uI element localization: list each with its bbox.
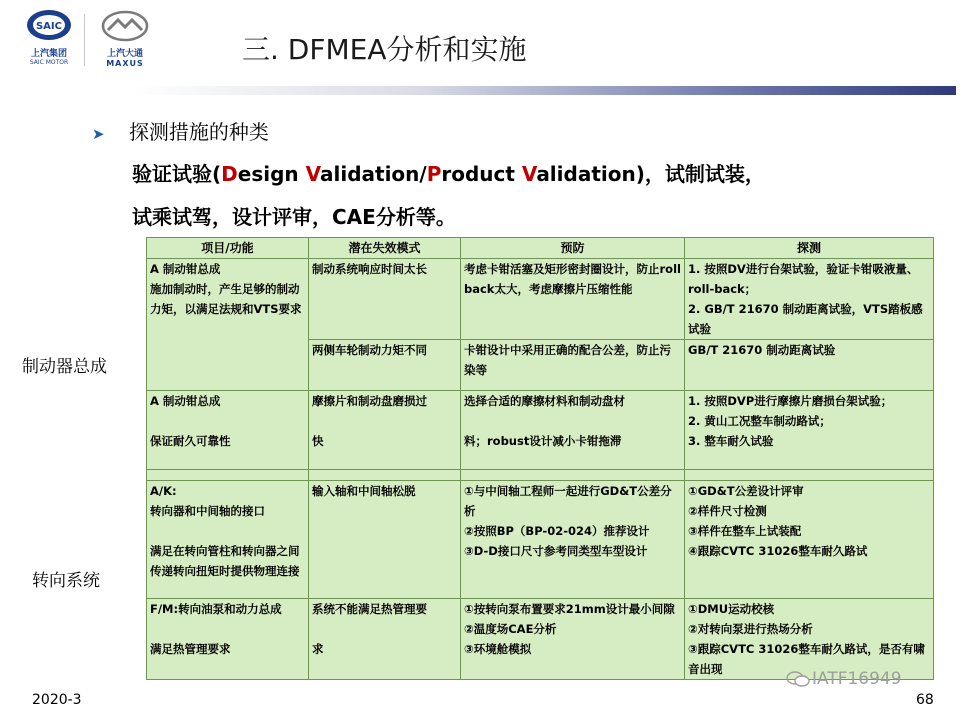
cell-r1-item: A 制动钳总成 施加制动时，产生足够的制动力矩，以满足法规和VTS要求 [147, 259, 309, 391]
cell-r2-detect: GB/T 21670 制动距离试验 [685, 340, 934, 391]
line2-roduct: roduct [441, 162, 522, 186]
table-row [147, 599, 934, 680]
side-label-brake: 制动器总成 [22, 357, 107, 377]
spacer-cell [685, 470, 934, 481]
bullet-text: 探测措施的种类 [128, 120, 269, 144]
wechat-icon [786, 671, 810, 687]
arrow-bullet-icon: ➤ [92, 125, 105, 143]
cell-r4-detect: ①GD&T公差设计评审 ②样件尺寸检测 ③样件在整车上试装配 ④跟踪CVTC 31026整车耐久路试 [685, 481, 934, 599]
cell-r3-detect: 1. 按照DVP进行摩擦片磨损台架试验； 2. 黄山工况整车制动路试； 3. 整车耐久试验 [685, 391, 934, 470]
table-header-row [147, 238, 934, 259]
table-row [147, 481, 934, 599]
cell-r4-item: A/K: 转向器和中间轴的接口 满足在转向管柱和转向器之间传递转向扭矩时提供物理连接 [147, 481, 309, 599]
red-letter-v1: V [305, 162, 320, 186]
saic-logo-icon [14, 8, 84, 44]
cell-r3-prevent: 选择合适的摩擦材料和制动盘材 料；robust设计减小卡钳拖滞 [461, 391, 685, 470]
maxus-logo [90, 8, 160, 68]
cell-r5-item: F/M:转向油泵和动力总成 满足热管理要求 [147, 599, 309, 680]
cell-r1-prevent: 考虑卡钳活塞及矩形密封圈设计，防止roll back太大，考虑摩擦片压缩性能 [461, 259, 685, 340]
page-number: 68 [916, 692, 934, 708]
detection-types-line-1 [132, 158, 765, 187]
spacer-cell [461, 470, 685, 481]
footer-date: 2020-3 [32, 692, 82, 708]
red-letter-p: P [426, 162, 442, 186]
header-item-function: 项目/功能 [147, 238, 309, 259]
table-row [147, 259, 934, 340]
red-letter-v2: V [521, 162, 537, 186]
cell-r4-prevent: ①与中间轴工程师一起进行GD&T公差分析 ②按照BP（BP-02-024）推荐设计 ③D-D接口尺寸参考同类型车型设计 [461, 481, 685, 599]
line2-alidation2: alidation) [536, 162, 645, 186]
cell-r2-prevent: 卡钳设计中采用正确的配合公差，防止污染等 [461, 340, 685, 391]
cell-r4-mode: 输入轴和中间轴松脱 [309, 481, 461, 599]
watermark [786, 669, 902, 689]
cell-r3-mode: 摩擦片和制动盘磨损过 快 [309, 391, 461, 470]
header-detection: 探测 [685, 238, 934, 259]
spacer-cell [147, 470, 309, 481]
page-title: 三. DFMEA分析和实施 [242, 33, 527, 66]
logo-divider [84, 14, 85, 66]
saic-logo-sub: SAIC MOTOR [29, 59, 69, 66]
table-spacer-row [147, 470, 934, 481]
cell-r5-prevent: ①按转向泵布置要求21mm设计最小间隙 ②温度场CAE分析 ③环境舱模拟 [461, 599, 685, 680]
saic-logo-text: 上汽集团 [30, 49, 67, 59]
red-letter-d: D [221, 162, 238, 186]
cell-r3-item: A 制动钳总成 保证耐久可靠性 [147, 391, 309, 470]
svg-text:SAIC: SAIC [35, 21, 63, 32]
cell-r5-detect: ①DMU运动校核 ②对转向泵进行热场分析 ③跟踪CVTC 31026整车耐久路试，是否有啸音出现 [685, 599, 934, 680]
saic-logo [14, 8, 84, 68]
cell-r5-mode: 系统不能满足热管理要 求 [309, 599, 461, 680]
line2-esign: esign [237, 162, 306, 186]
cell-r1-mode: 制动系统响应时间太长 [309, 259, 461, 340]
watermark-text: IATF16949 [812, 669, 902, 689]
cell-r2-mode: 两侧车轮制动力矩不同 [309, 340, 461, 391]
spacer-cell [309, 470, 461, 481]
bullet-heading [92, 116, 269, 145]
maxus-logo-text: 上汽大通 [106, 49, 143, 59]
maxus-logo-sub: MAXUS [106, 59, 144, 68]
header-failure-mode: 潜在失效模式 [309, 238, 461, 259]
title-gradient-bar [134, 86, 956, 95]
side-label-steering: 转向系统 [32, 571, 100, 591]
line2-prefix: 验证试验( [132, 162, 222, 186]
line2-alidation1: alidation/ [319, 162, 427, 186]
detection-types-line-2: 试乘试驾，设计评审，CAE分析等。 [132, 205, 456, 229]
header-prevention: 预防 [461, 238, 685, 259]
cell-r1-detect: 1. 按照DV进行台架试验，验证卡钳吸液量、roll-back； 2. GB/T 21670 制动距离试验，VTS踏板感试验 [685, 259, 934, 340]
dfmea-table [146, 237, 934, 680]
line2-tail: ，试制试装， [644, 162, 765, 186]
maxus-logo-icon [90, 8, 160, 44]
table-row [147, 391, 934, 470]
